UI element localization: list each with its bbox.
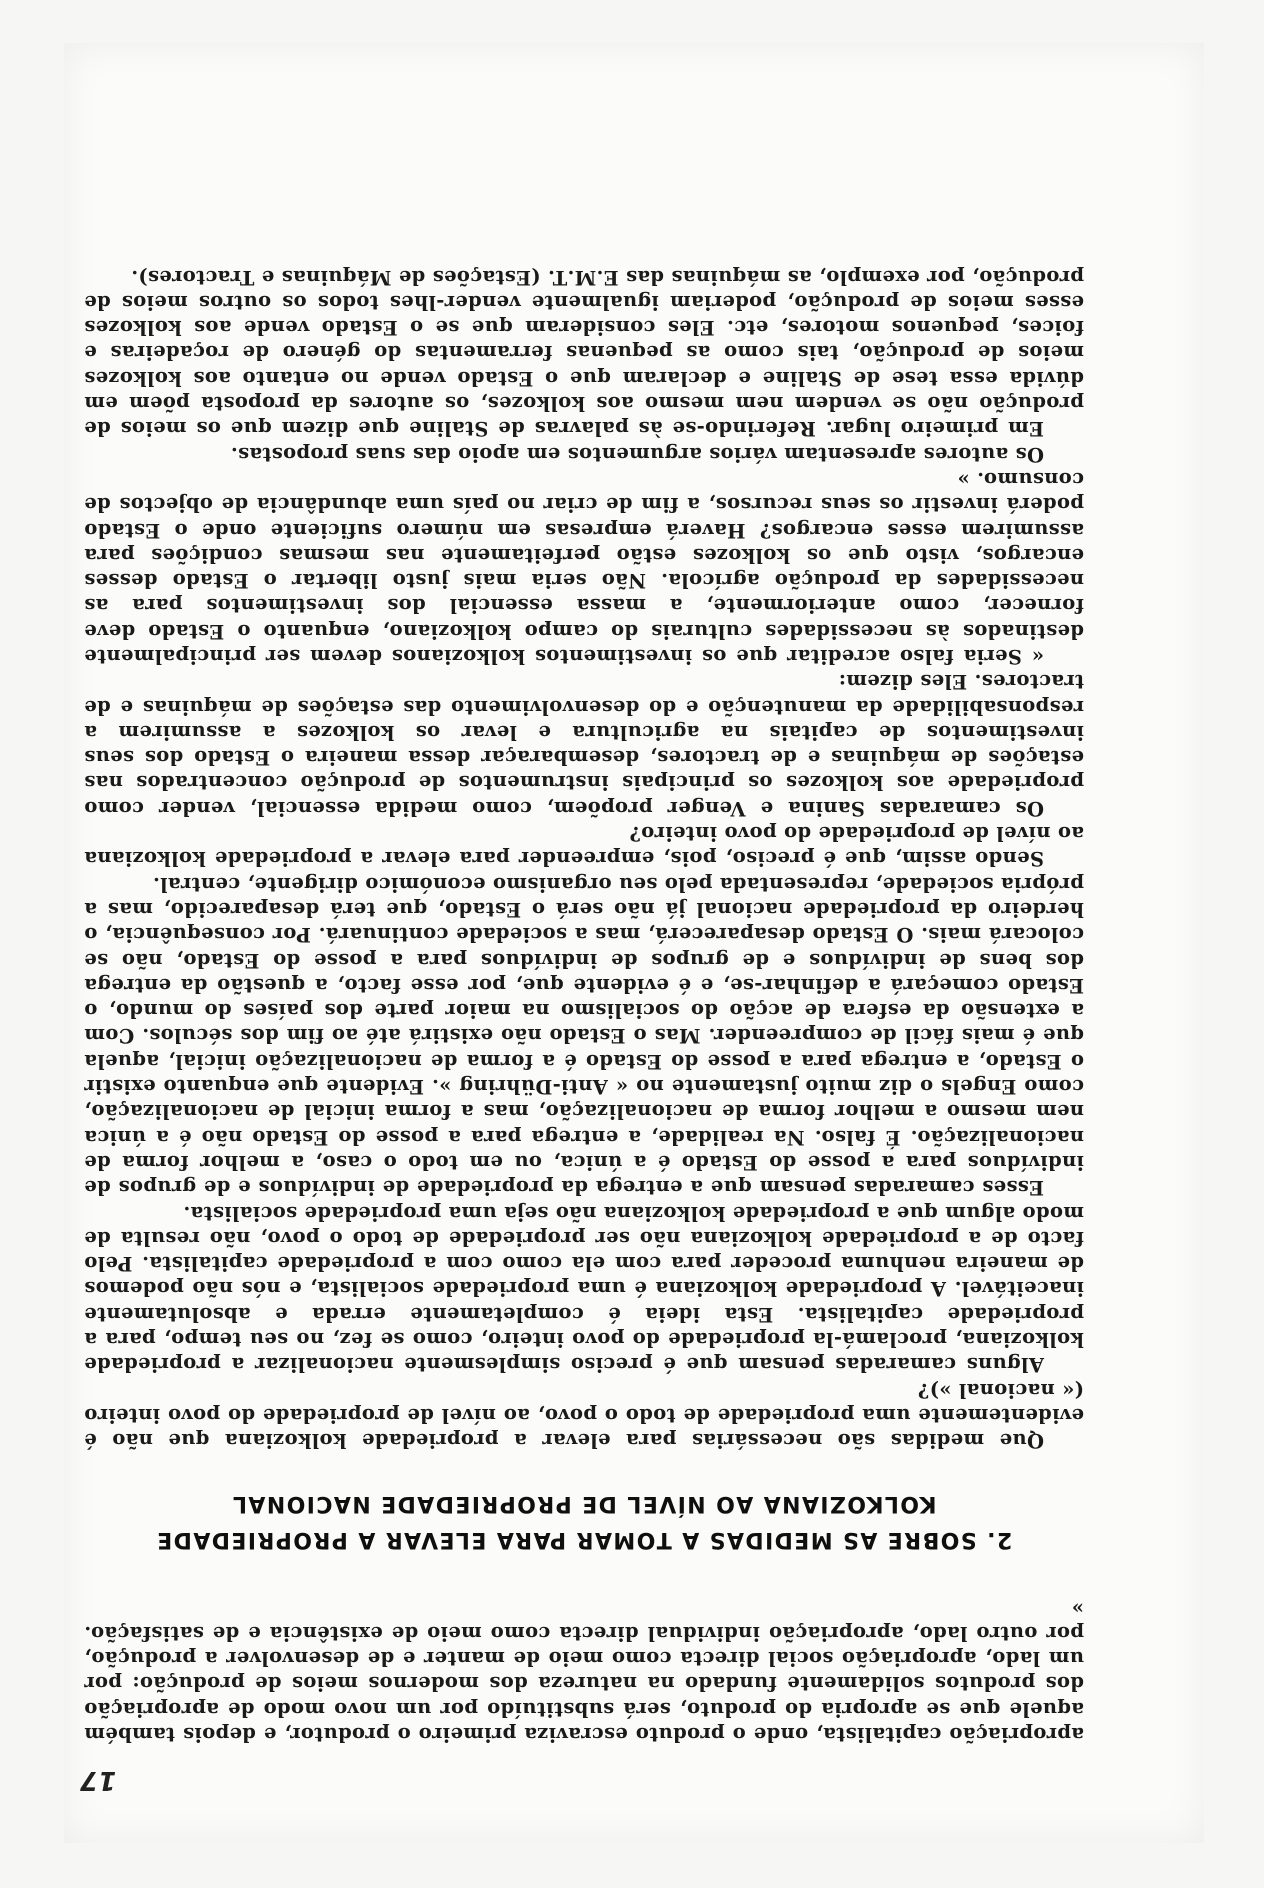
paragraph-3: Esses camaradas pensam que a entrega da propriedade de indivíduos e de grupos de indivíduos para a posse do Estado é a única, ou em todo o caso, a melhor forma de nacionalização. É falso. Na realidade, a entrega para a posse do Estado não é a única nem mesmo a melhor forma de nacionalização, mas a forma inicial de nacionalização, como Engels o diz muito justamente no « Anti-Dühring ». Evidente que enquanto existir o Estado, a entrega para a posse do Estado é a forma de nacionalização inicial, aquela que é mais fácil de compreender. Mas o Estado não existirá até ao fim dos séculos. Com a extensão da esfera de acção do socialismo na maior parte dos países do mundo, o Estado começará a definhar-se, e é evidente que, por esse facto, a questão da entrega dos bens de indivíduos e de grupos de indivíduos para a posse do Estado, não se colocará mais. O Estado desaparecerá, mas a sociedade continuará. Por consequência, o herdeiro da propriedade nacional já não será o Estado, que terá desaparecido, mas a própria sociedade, representada pelo seu organismo económico dirigente, central. xyxy=(84,872,1084,1200)
paragraph-8: Em primeiro lugar. Referindo-se às palavras de Staline que dizem que os meios de produção não se vendem nem mesmo aos kolkozes, os autores da proposta põem em dúvida essa tese de Staline e declaram que o Estado vende no entanto aos kolkozes meios de produção, tais como as pequenas ferramentas do género de roçadeiras e foices, pequenos motores, etc. Eles consideram que se o Estado vende aos kolkozes esses meios de produção, poderiam igualmente vender-lhes todos os outros meios de produção, por exemplo, as máquinas das E.M.T. (Estações de Máquinas e Tractores). xyxy=(84,265,1084,441)
paragraph-4: Sendo assim, que é preciso, pois, empreender para elevar a propriedade kolkoziana ao nível de propriedade do povo inteiro? xyxy=(84,822,1084,871)
page-number: 17 xyxy=(80,1765,117,1795)
section-heading-line2: KOLKOZIANA AO NÍVEL DE PROPRIEDADE NACIONAL xyxy=(231,1491,937,1517)
book-page xyxy=(64,43,1204,1843)
opening-paragraph: apropriação capitalista, onde o produto escraviza primeiro o produtor, e depois também aquele que se apropria do produto, será substituído por um novo modo de apropriação dos produtos solidamente fundado na natureza dos modernos meios de produção: por um lado, apropriação social directa como meio de manter e de desenvolver a produção, por outro lado, apropriação individual directa como meio de existência e de satisfação. » xyxy=(84,1596,1084,1746)
paragraph-6-quote: « Seria falso acreditar que os investimentos kolkozianos devem ser principalmente destinados às necessidades culturais do campo kolkoziano, enquanto o Estado deve fornecer, como anteriormente, a massa essencial dos investimentos para as necessidades da produção agrícola. Não seria mais justo libertar o Estado desses encargos, visto que os kolkozes estão perfeitamente nas mesmas condições para assumirem esses encargos? Haverá empresas em número suficiente onde o Estado poderá investir os seus recursos, a fim de criar no país uma abundância de objectos de consumo. » xyxy=(84,467,1084,669)
section-heading-line1: 2. SOBRE AS MEDIDAS A TOMAR PARA ELEVAR A PROPRIEDADE xyxy=(155,1527,1013,1553)
paragraph-1: Que medidas são necessárias para elevar a propriedade kolkoziana que não é evidentemente uma propriedade de todo o povo, ao nível de propriedade do povo inteiro (« nacional »)? xyxy=(84,1378,1084,1453)
text-column xyxy=(84,264,1084,1747)
section-heading xyxy=(84,1485,1084,1557)
paragraph-5: Os camaradas Sanina e Venger propõem, como medida essencial, vender como propriedade aos kolkozes os principais instrumentos de produção concentrados nas estações de máquinas e de tractores, desembaraçar dessa maneira o Estado dos seus investimentos de capitais na agricultura e levar os kolkozes a assumirem a responsabilidade da manutenção e do desenvolvimento das estações de máquinas e de tractores. Eles dizem: xyxy=(84,670,1084,820)
paragraph-2: Alguns camaradas pensam que é preciso simplesmente nacionalizar a propriedade kolkoziana, proclamá-la propriedade do povo inteiro, como se fez, no seu tempo, para a propriedade capitalista. Esta ideia é completamente errada e absolutamente inaceitável. A propriedade kolkoziana é uma propriedade socialista, e nós não podemos de maneira nenhuma proceder para com ela como com a propriedade capitalista. Pelo facto de a propriedade kolkoziana não ser propriedade de todo o povo, não resulta de modo algum que a propriedade kolkoziana não seja uma propriedade socialista. xyxy=(84,1201,1084,1377)
paragraph-7: Os autores apresentam vários argumentos em apoio das suas propostas. xyxy=(230,442,1044,466)
